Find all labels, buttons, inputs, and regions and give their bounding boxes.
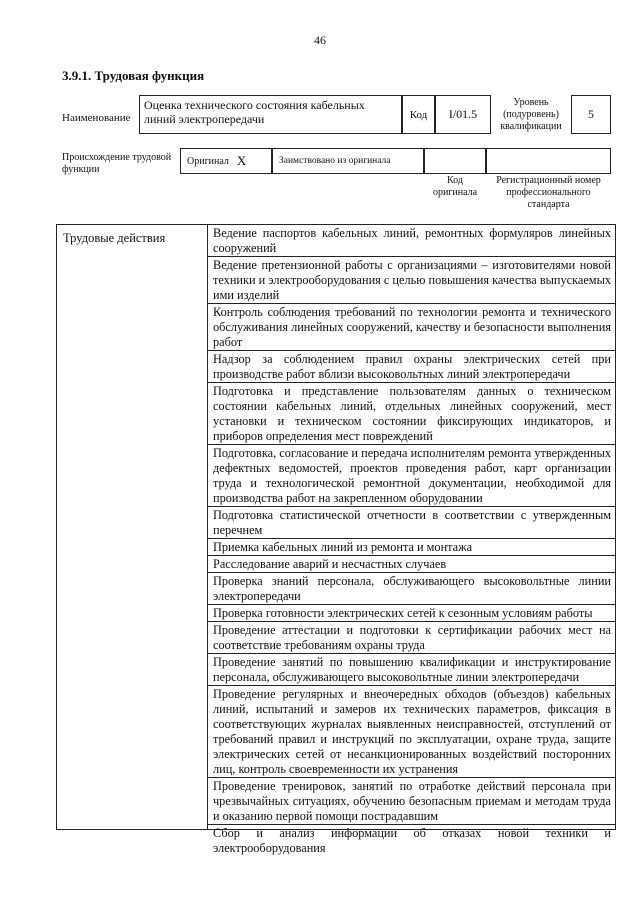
labor-action-item: Ведение паспортов кабельных линий, ремонтных формуляров линейных сооружений bbox=[208, 225, 615, 257]
code-original-label: Код оригинала bbox=[432, 175, 478, 198]
code-label: Код bbox=[402, 95, 435, 134]
name-value: Оценка технического состояния кабельных линий электропередачи bbox=[139, 95, 402, 134]
borrowed-label: Заимствовано из оригинала bbox=[272, 148, 424, 174]
page-number: 46 bbox=[314, 33, 326, 47]
labor-action-item: Подготовка статистической отчетности в соответствии с утвержденным перечнем bbox=[208, 507, 615, 539]
labor-action-item: Проверка знаний персонала, обслуживающего высоковольтные линии электропередачи bbox=[208, 573, 615, 605]
labor-action-item: Проведение регулярных и внеочередных обходов (объездов) кабельных линий, испытаний и замеров их технических параметров, фиксация в соответствующих журналах выявленных неисправностей, отступлений от требований правил и инструкций по эксплуатации, охране труда, защите электрических сетей от несанкционированных воздействий посторонних лиц, контроль своевременности их устранения bbox=[208, 686, 615, 778]
labor-action-item: Подготовка и представление пользователям данных о техническом состоянии кабельных линий, отдельных линейных сооружений, мест установки и техническом состоянии фиксирующих индикаторов, и приборов определения мест повреждений bbox=[208, 383, 615, 445]
level-label: Уровень (подуровень) квалификации bbox=[500, 96, 562, 132]
level-value: 5 bbox=[571, 95, 611, 134]
labor-action-item: Проведение тренировок, занятий по отработке действий персонала при чрезвычайных ситуациях, обучению безопасным приемам и методам труда и оказанию первой помощи пострадавшим bbox=[208, 778, 615, 825]
reg-number-label: Регистрационный номер профессионального стандарта bbox=[496, 175, 601, 210]
labor-action-item: Приемка кабельных линий из ремонта и монтажа bbox=[208, 539, 615, 556]
reg-number-cell bbox=[486, 148, 611, 174]
labor-actions-label: Трудовые действия bbox=[63, 231, 166, 245]
original-cell bbox=[180, 148, 272, 174]
labor-action-item: Контроль соблюдения требований по технологии ремонта и технического обслуживания линейных сооружений, качеству и безопасности выполнения работ bbox=[208, 304, 615, 351]
labor-action-item: Надзор за соблюдением правил охраны электрических сетей при производстве работ вблизи высоковольтных линий электропередачи bbox=[208, 351, 615, 383]
code-value: I/01.5 bbox=[435, 95, 491, 134]
labor-action-item: Проведение аттестации и подготовки к сертификации рабочих мест на соответствие требованиям охраны труда bbox=[208, 622, 615, 654]
labor-action-item: Проверка готовности электрических сетей к сезонным условиям работы bbox=[208, 605, 615, 622]
labor-action-item: Подготовка, согласование и передача исполнителям ремонта утвержденных дефектных ведомостей, проектов проведения работ, карт организации труда и технологической ремонтной документации, необходимой для производства работ на закрепленном оборудовании bbox=[208, 445, 615, 507]
labor-action-item: Проведение занятий по повышению квалификации и инструктирование персонала, обслуживающего высоковольтные линии электропередачи bbox=[208, 654, 615, 686]
section-title: 3.9.1. Трудовая функция bbox=[62, 68, 205, 83]
labor-action-item: Сбор и анализ информации об отказах новой техники и электрооборудования bbox=[213, 826, 611, 855]
labor-action-item: Расследование аварий и несчастных случаев bbox=[208, 556, 615, 573]
original-label: Оригинал bbox=[187, 155, 229, 167]
code-original-cell bbox=[424, 148, 486, 174]
origin-label: Происхождение трудовой функции bbox=[62, 152, 172, 175]
labor-actions-table bbox=[56, 224, 616, 855]
labor-action-item: Ведение претензионной работы с организациями – изготовителями новой техники и электрооборудования с целью повышения качества выпускаемых ими изделий bbox=[208, 257, 615, 304]
labor-actions-list bbox=[208, 225, 615, 856]
original-mark: X bbox=[236, 153, 247, 168]
name-label: Наименование bbox=[62, 112, 131, 124]
